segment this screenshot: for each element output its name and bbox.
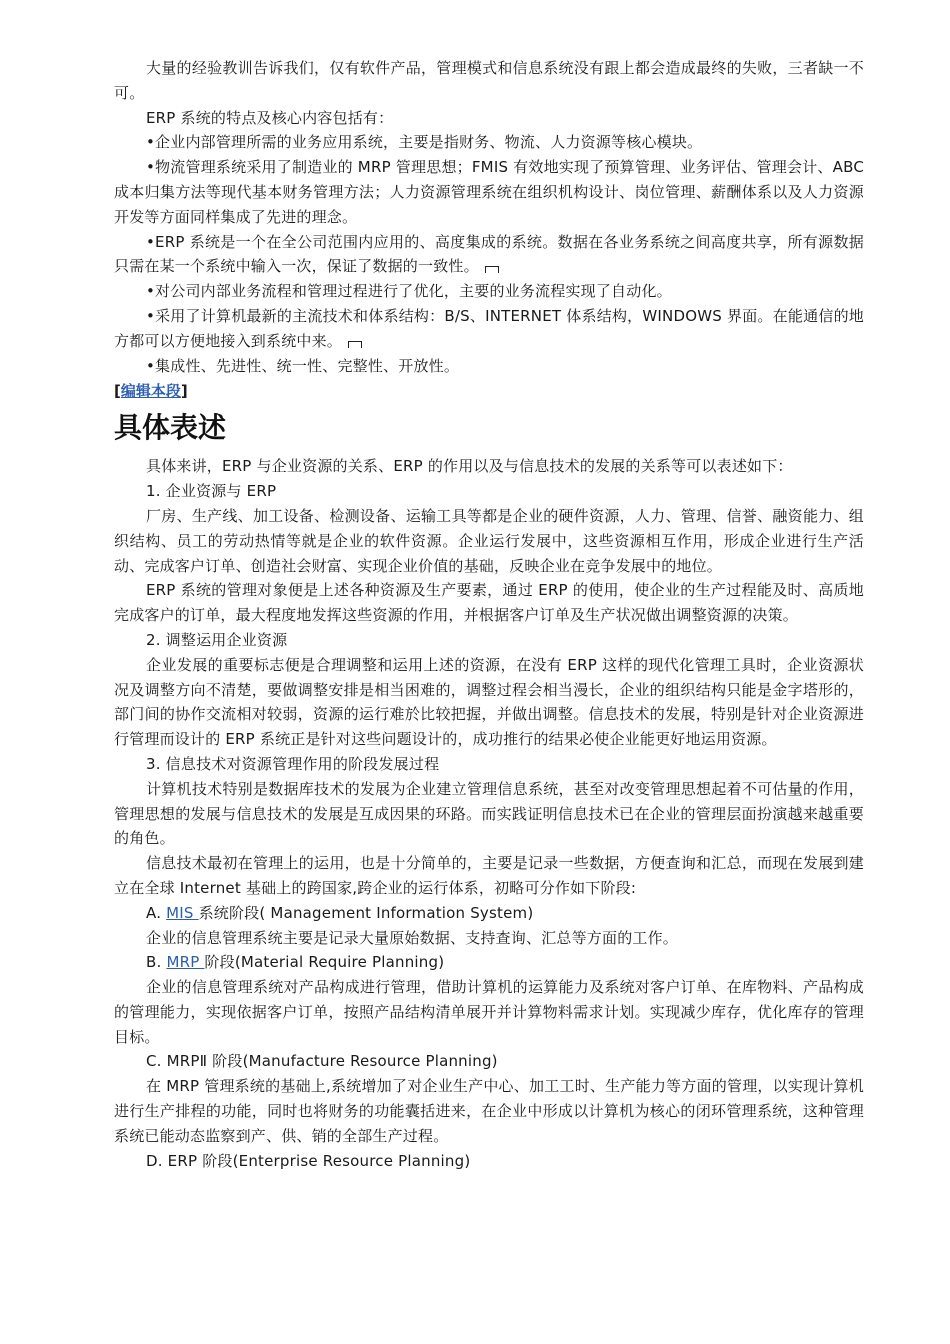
paragraph: ERP 系统的管理对象便是上述各种资源及生产要素，通过 ERP 的使用，使企业的生产过程能及时、高质地完成客户的订单，最大程度地发挥这些资源的作用，并根据客户订单及生产状况做出调整资源的决策。	[114, 581, 864, 625]
edit-section-link-wrapper: [编辑本段]	[114, 382, 188, 401]
mis-link[interactable]: MIS	[166, 903, 199, 922]
paragraph: 在 MRP 管理系统的基础上,系统增加了对企业生产中心、加工工时、生产能力等方面的管理，以实现计算机进行生产排程的功能，同时也将财务的功能囊括进来，在企业中形成以计算机为核心的闭环管理系统，这种管理系统已能动态监察到产、供、销的全部生产过程。	[114, 1077, 864, 1145]
paragraph: ERP 系统的特点及核心内容包括有：	[146, 108, 394, 127]
stage-heading: A. MIS 系统阶段( Management Information System)	[146, 903, 534, 922]
paragraph: 计算机技术特别是数据库技术的发展为企业建立管理信息系统，甚至对改变管理思想起着不可估量的作用，管理思想的发展与信息技术的发展是互成因果的环路。而实践证明信息技术已在企业的管理层面扮演越来越重要的角色。	[114, 779, 864, 848]
mrp-link[interactable]: MRP	[166, 953, 205, 972]
document-page	[114, 56, 864, 1173]
bullet-text: •采用了计算机最新的主流技术和体系结构：B/S、INTERNET 体系结构，WINDOWS 界面。在能通信的地方都可以方便地接入到系统中来。	[114, 306, 864, 350]
paragraph: 企业发展的重要标志便是合理调整和运用上述的资源，在没有 ERP 这样的现代化管理工具时，企业资源状况及调整方向不清楚，要做调整安排是相当困难的，调整过程会相当漫长，企业的组织结构只能是金字塔形的，部门间的协作交流相对较弱，资源的运行难於比较把握，并做出调整。信息技术的发展，特别是针对企业资源进行管理而设计的 ERP 系统正是针对这些问题设计的，成功推行的结果必使企业能更好地运用资源。	[114, 655, 864, 749]
bullet-item	[114, 230, 864, 280]
paragraph: 企业的信息管理系统对产品构成进行管理，借助计算机的运算能力及系统对客户订单、在库物料、产品构成的管理能力，实现依据客户订单，按照产品结构清单展开并计算物料需求计划。实现减少库存，优化库存的管理目标。	[114, 978, 864, 1046]
subheading: 1. 企业资源与 ERP	[146, 482, 277, 501]
bullet-item: •企业内部管理所需的业务应用系统，主要是指财务、物流、人力资源等核心模块。	[146, 133, 703, 152]
paragraph: 大量的经验教训告诉我们，仅有软件产品，管理模式和信息系统没有跟上都会造成最终的失败，三者缺一不可。	[114, 59, 864, 102]
section-heading: 具体表述	[114, 411, 227, 445]
bullet-text: •ERP 系统是一个在全公司范围内应用的、高度集成的系统。数据在各业务系统之间高度共享，所有源数据只需在某一个系统中输入一次，保证了数据的一致性。	[114, 232, 864, 276]
bullet-item: •对公司内部业务流程和管理过程进行了优化，主要的业务流程实现了自动化。	[146, 282, 672, 301]
bullet-item: •集成性、先进性、统一性、完整性、开放性。	[146, 356, 460, 375]
stage-heading: D. ERP 阶段(Enterprise Resource Planning)	[146, 1151, 471, 1170]
stage-heading: C. MRPⅡ 阶段(Manufacture Resource Planning)	[146, 1052, 498, 1071]
bullet-item: •物流管理系统采用了制造业的 MRP 管理思想；FMIS 有效地实现了预算管理、业务评估、管理会计、ABC 成本归集方法等现代基本财务管理方法；人力资源管理系统在组织机构设计、岗位管理、薪酬体系以及人力资源开发等方面同样集成了先进的理念。	[114, 158, 864, 226]
subheading: 3. 信息技术对资源管理作用的阶段发展过程	[146, 754, 440, 773]
subheading: 2. 调整运用企业资源	[146, 630, 288, 649]
footnote-mark-icon	[485, 266, 499, 273]
paragraph: 厂房、生产线、加工设备、检测设备、运输工具等都是企业的硬件资源，人力、管理、信誉、融资能力、组织结构、员工的劳动热情等就是企业的软件资源。企业运行发展中，这些资源相互作用，形成企业进行生产活动、完成客户订单、创造社会财富、实现企业价值的基础，反映企业在竞争发展中的地位。	[114, 506, 864, 575]
footnote-mark-icon	[348, 341, 362, 348]
paragraph: 企业的信息管理系统主要是记录大量原始数据、支持查询、汇总等方面的工作。	[146, 928, 679, 947]
bullet-item	[114, 304, 864, 354]
paragraph: 具体来讲，ERP 与企业资源的关系、ERP 的作用以及与信息技术的发展的关系等可以表述如下：	[146, 457, 793, 476]
paragraph: 信息技术最初在管理上的运用，也是十分简单的，主要是记录一些数据，方便查询和汇总，而现在发展到建立在全球 Internet 基础上的跨国家,跨企业的运行体系，初略可分作如下阶段:	[114, 854, 864, 897]
stage-heading: B. MRP 阶段(Material Require Planning)	[146, 953, 445, 972]
edit-section-link[interactable]: 编辑本段	[120, 382, 181, 401]
